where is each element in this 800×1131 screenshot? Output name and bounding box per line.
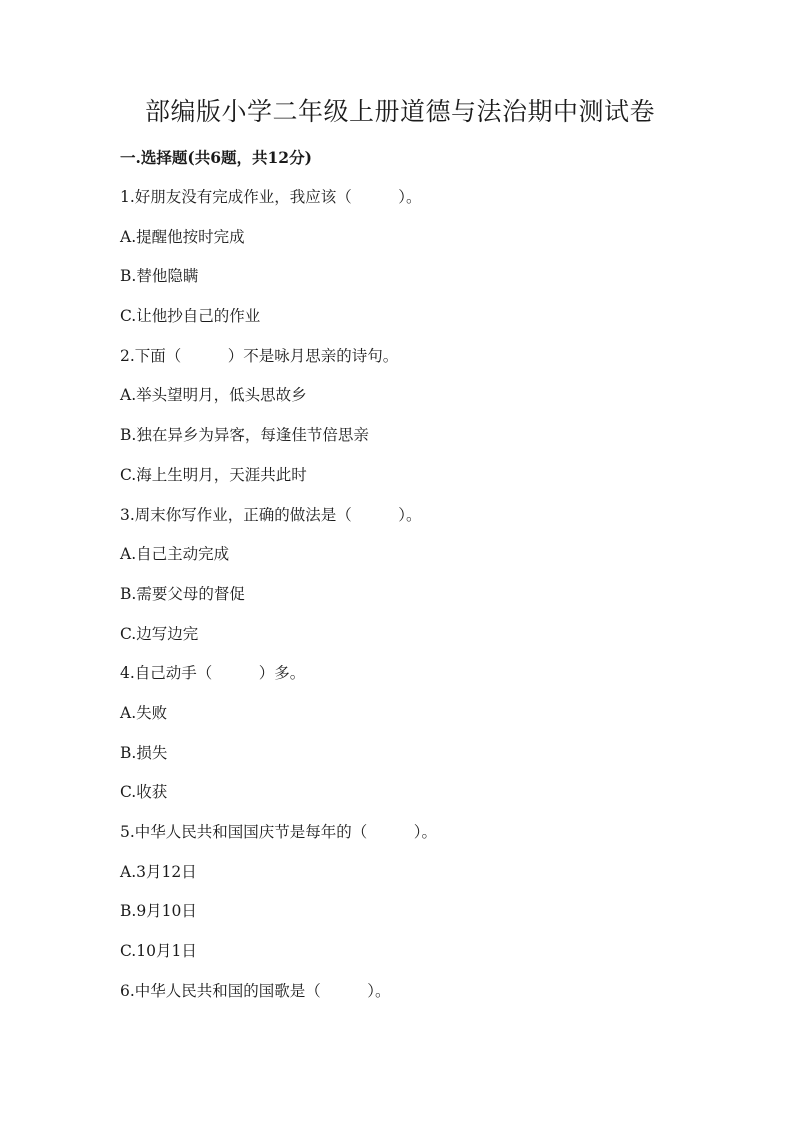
- question-4-option-b: B.损失: [120, 743, 168, 762]
- question-2-option-c: C.海上生明月，天涯共此时: [120, 465, 307, 484]
- section-heading: 一.选择题(共6题，共12分): [120, 148, 312, 167]
- question-3-option-c: C.边写边完: [120, 624, 199, 643]
- question-4-option-c: C.收获: [120, 783, 168, 802]
- question-5-option-a: A.3月12日: [120, 862, 197, 881]
- question-3-option-b: B.需要父母的督促: [120, 584, 245, 603]
- question-3-stem: 3.周末你写作业，正确的做法是（ ）。: [120, 505, 422, 524]
- question-1-option-b: B.替他隐瞒: [120, 267, 199, 286]
- question-5-option-c: C.10月1日: [120, 942, 197, 961]
- question-6-stem: 6.中华人民共和国的国歌是（ ）。: [120, 981, 391, 1000]
- question-2-stem: 2.下面（ ）不是咏月思亲的诗句。: [120, 346, 399, 365]
- question-2-option-a: A.举头望明月，低头思故乡: [120, 386, 307, 405]
- question-1-option-c: C.让他抄自己的作业: [120, 307, 261, 326]
- exam-title: 部编版小学二年级上册道德与法治期中测试卷: [144, 97, 655, 126]
- question-4-stem: 4.自己动手（ ）多。: [120, 664, 306, 683]
- question-1-stem: 1.好朋友没有完成作业，我应该（ ）。: [120, 188, 422, 206]
- question-2-option-b: B.独在异乡为异客，每逢佳节倍思亲: [120, 426, 369, 445]
- question-list: [120, 186, 437, 1019]
- question-1-option-a: A.提醒他按时完成: [120, 227, 245, 246]
- question-5-option-b: B.9月10日: [120, 902, 197, 921]
- question-4-option-a: A.失败: [120, 703, 168, 722]
- question-5-stem: 5.中华人民共和国国庆节是每年的（ ）。: [120, 823, 438, 841]
- question-3-option-a: A.自己主动完成: [120, 545, 230, 564]
